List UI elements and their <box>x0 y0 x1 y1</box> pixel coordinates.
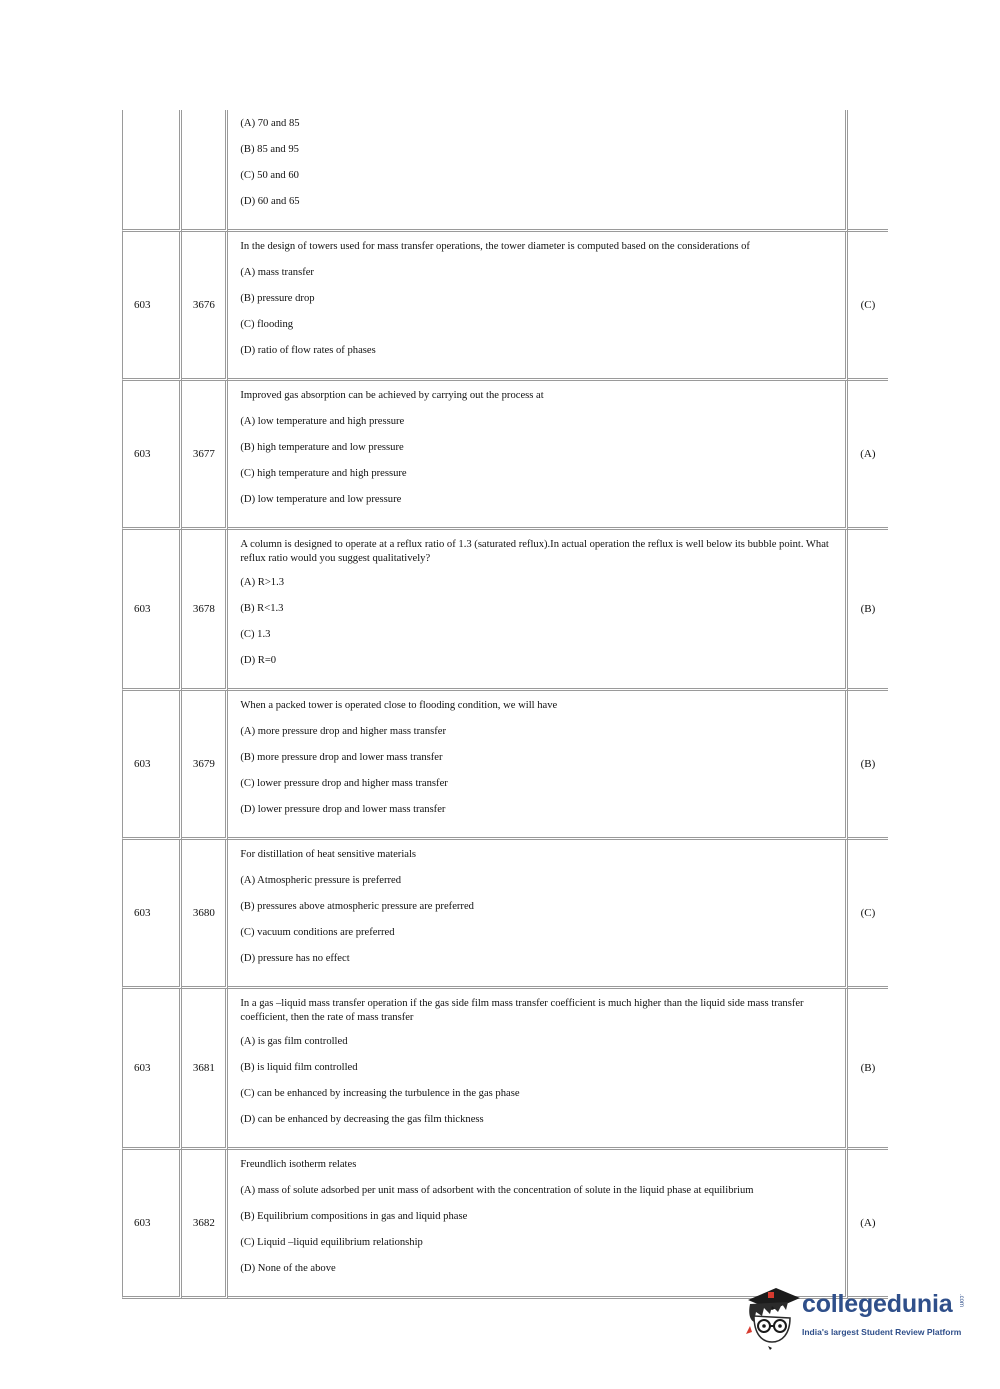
answer-key: (C) <box>848 232 888 381</box>
subject-code: 603 <box>122 381 182 530</box>
question-table <box>122 110 888 1299</box>
question-text: Improved gas absorption can be achieved by carrying out the process at <box>240 390 544 401</box>
option-a: (A) R>1.3 <box>240 577 285 588</box>
option-d: (D) R=0 <box>240 655 277 666</box>
question-cell <box>228 232 847 381</box>
question-text: When a packed tower is operated close to flooding condition, we will have <box>240 700 558 711</box>
option-a: (A) 70 and 85 <box>240 118 300 129</box>
question-cell <box>228 989 847 1150</box>
option-c: (C) flooding <box>240 319 294 330</box>
answer-key: (A) <box>848 1150 888 1299</box>
collegedunia-logo[interactable] <box>742 1282 970 1352</box>
table-row <box>122 232 888 381</box>
subject-code: 603 <box>122 232 182 381</box>
question-number: 3681 <box>182 989 228 1150</box>
question-text: A column is designed to operate at a reflux ratio of 1.3 (saturated reflux).In actual operation the reflux is well below its bubble point. What reflux ratio would you suggest qualitatively? <box>240 539 829 564</box>
question-number: 3679 <box>182 691 228 840</box>
table-row <box>122 381 888 530</box>
option-c: (C) 50 and 60 <box>240 170 299 181</box>
logo-domain-suffix: .com <box>958 1294 964 1308</box>
option-d: (D) None of the above <box>240 1263 336 1274</box>
subject-code: 603 <box>122 840 182 989</box>
question-number <box>182 110 228 232</box>
option-b: (B) more pressure drop and lower mass transfer <box>240 752 443 763</box>
option-b: (B) 85 and 95 <box>240 144 299 155</box>
subject-code: 603 <box>122 989 182 1150</box>
table-row <box>122 989 888 1150</box>
option-b: (B) is liquid film controlled <box>240 1062 358 1073</box>
answer-key: (B) <box>848 989 888 1150</box>
table-row <box>122 1150 888 1299</box>
question-cell <box>228 381 847 530</box>
option-c: (C) can be enhanced by increasing the turbulence in the gas phase <box>240 1088 520 1099</box>
answer-key: (C) <box>848 840 888 989</box>
question-cell <box>228 840 847 989</box>
subject-code: 603 <box>122 1150 182 1299</box>
option-a: (A) mass of solute adsorbed per unit mass of adsorbent with the concentration of solute in the liquid phase at equilibrium <box>240 1185 754 1196</box>
answer-key <box>848 110 888 232</box>
student-mascot-icon <box>742 1282 802 1350</box>
option-b: (B) pressure drop <box>240 293 315 304</box>
answer-key: (A) <box>848 381 888 530</box>
question-number: 3676 <box>182 232 228 381</box>
question-table-body <box>122 110 888 1299</box>
table-row <box>122 110 888 232</box>
option-a: (A) Atmospheric pressure is preferred <box>240 875 402 886</box>
answer-key: (B) <box>848 691 888 840</box>
option-d: (D) lower pressure drop and lower mass transfer <box>240 804 446 815</box>
option-a: (A) mass transfer <box>240 267 314 278</box>
option-a: (A) more pressure drop and higher mass transfer <box>240 726 447 737</box>
question-text: In the design of towers used for mass transfer operations, the tower diameter is computed based on the considerations of <box>240 241 750 252</box>
option-d: (D) can be enhanced by decreasing the gas film thickness <box>240 1114 484 1125</box>
option-a: (A) low temperature and high pressure <box>240 416 405 427</box>
option-c: (C) 1.3 <box>240 629 271 640</box>
table-row <box>122 530 888 691</box>
subject-code <box>122 110 182 232</box>
question-cell <box>228 110 847 232</box>
question-number: 3680 <box>182 840 228 989</box>
subject-code: 603 <box>122 691 182 840</box>
question-cell <box>228 1150 847 1299</box>
option-b: (B) R<1.3 <box>240 603 284 614</box>
option-c: (C) high temperature and high pressure <box>240 468 407 479</box>
question-cell <box>228 691 847 840</box>
option-d: (D) low temperature and low pressure <box>240 494 402 505</box>
option-b: (B) high temperature and low pressure <box>240 442 404 453</box>
subject-code: 603 <box>122 530 182 691</box>
logo-wordmark: collegedunia <box>802 1290 953 1318</box>
answer-key: (B) <box>848 530 888 691</box>
option-a: (A) is gas film controlled <box>240 1036 348 1047</box>
option-c: (C) vacuum conditions are preferred <box>240 927 395 938</box>
question-text: For distillation of heat sensitive materials <box>240 849 417 860</box>
option-d: (D) 60 and 65 <box>240 196 300 207</box>
question-cell <box>228 530 847 691</box>
question-number: 3677 <box>182 381 228 530</box>
table-row <box>122 840 888 989</box>
logo-tagline: India's largest Student Review Platform <box>802 1327 962 1337</box>
option-b: (B) Equilibrium compositions in gas and liquid phase <box>240 1211 468 1222</box>
option-b: (B) pressures above atmospheric pressure are preferred <box>240 901 474 912</box>
option-c: (C) Liquid –liquid equilibrium relationship <box>240 1237 423 1248</box>
option-d: (D) pressure has no effect <box>240 953 350 964</box>
table-row <box>122 691 888 840</box>
question-text: Freundlich isotherm relates <box>240 1159 357 1170</box>
option-c: (C) lower pressure drop and higher mass transfer <box>240 778 448 789</box>
question-number: 3678 <box>182 530 228 691</box>
option-d: (D) ratio of flow rates of phases <box>240 345 376 356</box>
question-number: 3682 <box>182 1150 228 1299</box>
question-text: In a gas –liquid mass transfer operation if the gas side film mass transfer coefficient is much higher than the liquid side mass transfer coefficient, then the rate of mass transfer <box>240 998 804 1023</box>
